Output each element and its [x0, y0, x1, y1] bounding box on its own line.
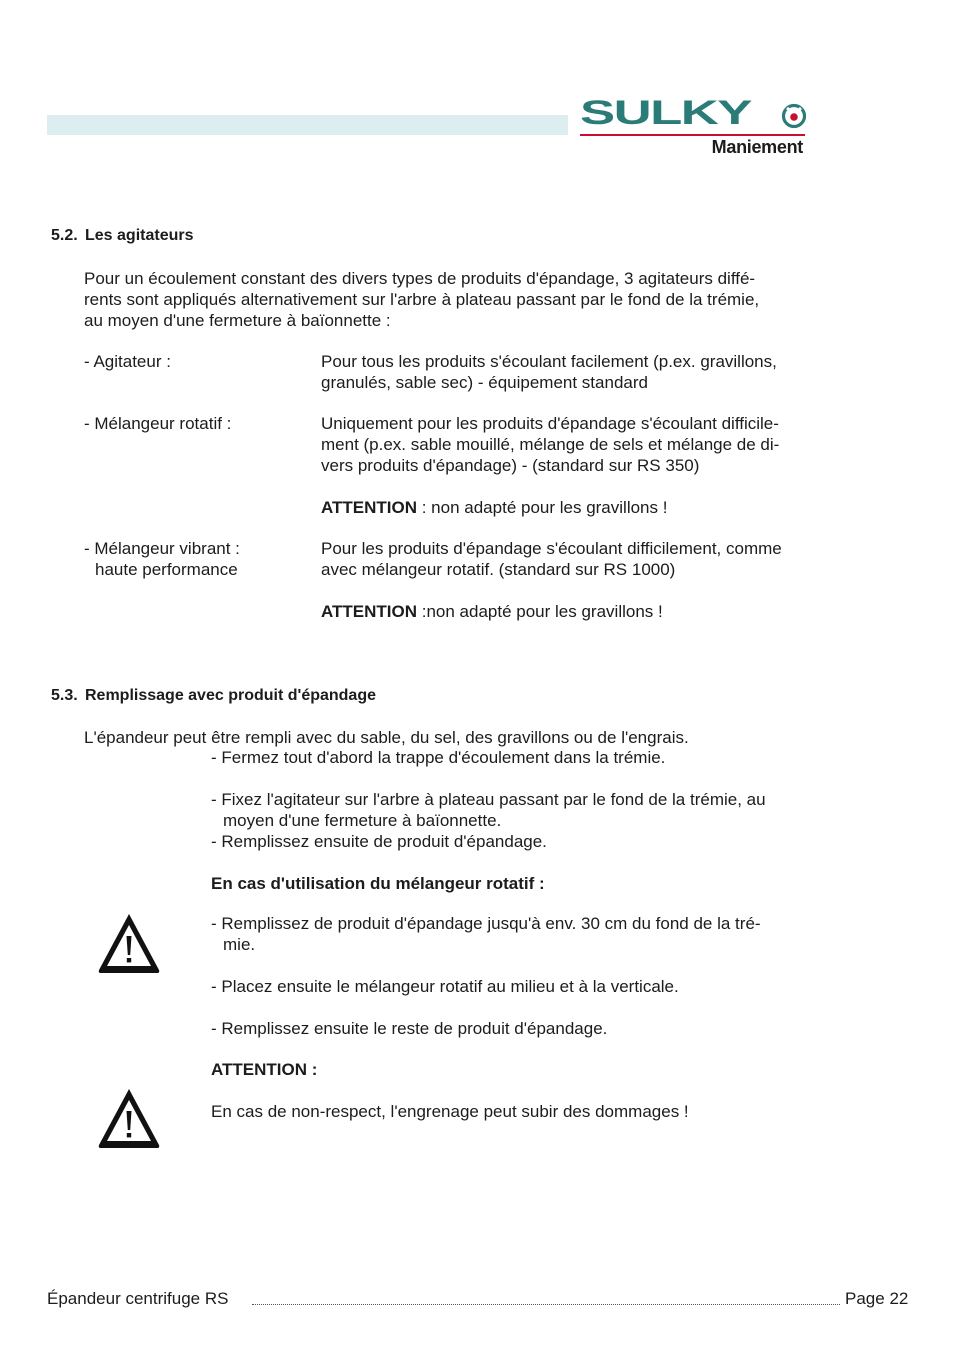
- rotary-mixer-label: [84, 413, 231, 434]
- intro-line: Pour un écoulement constant des divers types de produits d'épandage, 3 agitateurs diffé-: [84, 269, 756, 288]
- item-label: haute performance: [95, 560, 238, 579]
- agitator-label: [84, 351, 171, 372]
- logo-wordmark: SULKY: [580, 94, 751, 132]
- item-desc-line: avec mélangeur rotatif. (standard sur RS 1000): [321, 560, 676, 579]
- vibrating-mixer-label: [84, 538, 240, 580]
- warning-triangle-icon: [97, 912, 161, 975]
- step-line: - Fermez tout d'abord la trappe d'écoulement dans la trémie.: [211, 748, 666, 767]
- item-desc-line: Pour tous les produits s'écoulant facilement (p.ex. gravillons,: [321, 352, 777, 371]
- attention-text: En cas de non-respect, l'engrenage peut subir des dommages !: [211, 1102, 689, 1121]
- item-label: - Mélangeur rotatif :: [84, 414, 232, 433]
- sulky-emblem-icon: [781, 103, 807, 129]
- page-number: 22: [889, 1289, 909, 1308]
- footer-page: [845, 1288, 908, 1309]
- step: [211, 747, 665, 768]
- logo-underline: [580, 134, 805, 136]
- rotary-mixer-description: [321, 413, 779, 476]
- attention-text: :non adapté pour les gravillons !: [417, 602, 663, 621]
- footer-dotted-leader: [252, 1304, 840, 1305]
- attention-label: ATTENTION: [321, 602, 418, 621]
- agitator-description: [321, 351, 777, 393]
- intro-line: au moyen d'une fermeture à baïonnette :: [84, 311, 391, 330]
- step: [211, 789, 766, 852]
- rotary-mixer-heading: En cas d'utilisation du mélangeur rotatif :: [211, 874, 545, 893]
- section-52-title: Les agitateurs: [85, 227, 194, 244]
- step-line: - Remplissez ensuite de produit d'épandage.: [211, 832, 547, 851]
- footer-document-title: Épandeur centrifuge RS: [47, 1289, 229, 1308]
- step-line: - Remplissez de produit d'épandage jusqu'à env. 30 cm du fond de la tré-: [211, 914, 761, 933]
- header-bar: [47, 115, 568, 135]
- section-53-title: Remplissage avec produit d'épandage: [85, 687, 376, 704]
- rotary-mixer-attention: [321, 497, 667, 518]
- item-desc-line: vers produits d'épandage) - (standard sur RS 350): [321, 456, 700, 475]
- attention-text: : non adapté pour les gravillons !: [417, 498, 668, 517]
- rotary-step: - Placez ensuite le mélangeur rotatif au milieu et à la verticale.: [211, 977, 679, 996]
- vibrating-mixer-description: [321, 538, 782, 580]
- section-52-intro: [84, 268, 759, 331]
- page-label: Page: [845, 1289, 885, 1308]
- section-52-number: 5.2.: [51, 227, 78, 244]
- section-label: Maniement: [711, 137, 803, 157]
- item-desc-line: ment (p.ex. sable mouillé, mélange de sels et mélange de di-: [321, 435, 780, 454]
- intro-line: rents sont appliqués alternativement sur l'arbre à plateau passant par le fond de la trémie,: [84, 290, 760, 309]
- item-desc-line: Uniquement pour les produits d'épandage s'écoulant difficile-: [321, 414, 779, 433]
- step-line: mie.: [223, 935, 256, 954]
- attention-heading: ATTENTION :: [211, 1060, 318, 1079]
- vibrating-mixer-attention: [321, 601, 663, 622]
- item-desc-line: granulés, sable sec) - équipement standard: [321, 373, 648, 392]
- section-53-intro: L'épandeur peut être rempli avec du sable, du sel, des gravillons ou de l'engrais.: [84, 728, 689, 747]
- item-label: - Mélangeur vibrant :: [84, 539, 240, 558]
- item-desc-line: Pour les produits d'épandage s'écoulant difficilement, comme: [321, 539, 782, 558]
- step-line: moyen d'une fermeture à baïonnette.: [223, 811, 502, 830]
- section-53-number: 5.3.: [51, 687, 78, 704]
- rotary-step: [211, 913, 761, 955]
- step-line: - Fixez l'agitateur sur l'arbre à plateau passant par le fond de la trémie, au: [211, 790, 766, 809]
- item-label: - Agitateur :: [84, 352, 171, 371]
- rotary-step: - Remplissez ensuite le reste de produit d'épandage.: [211, 1019, 608, 1038]
- warning-triangle-icon: [97, 1087, 161, 1150]
- attention-label: ATTENTION: [321, 498, 418, 517]
